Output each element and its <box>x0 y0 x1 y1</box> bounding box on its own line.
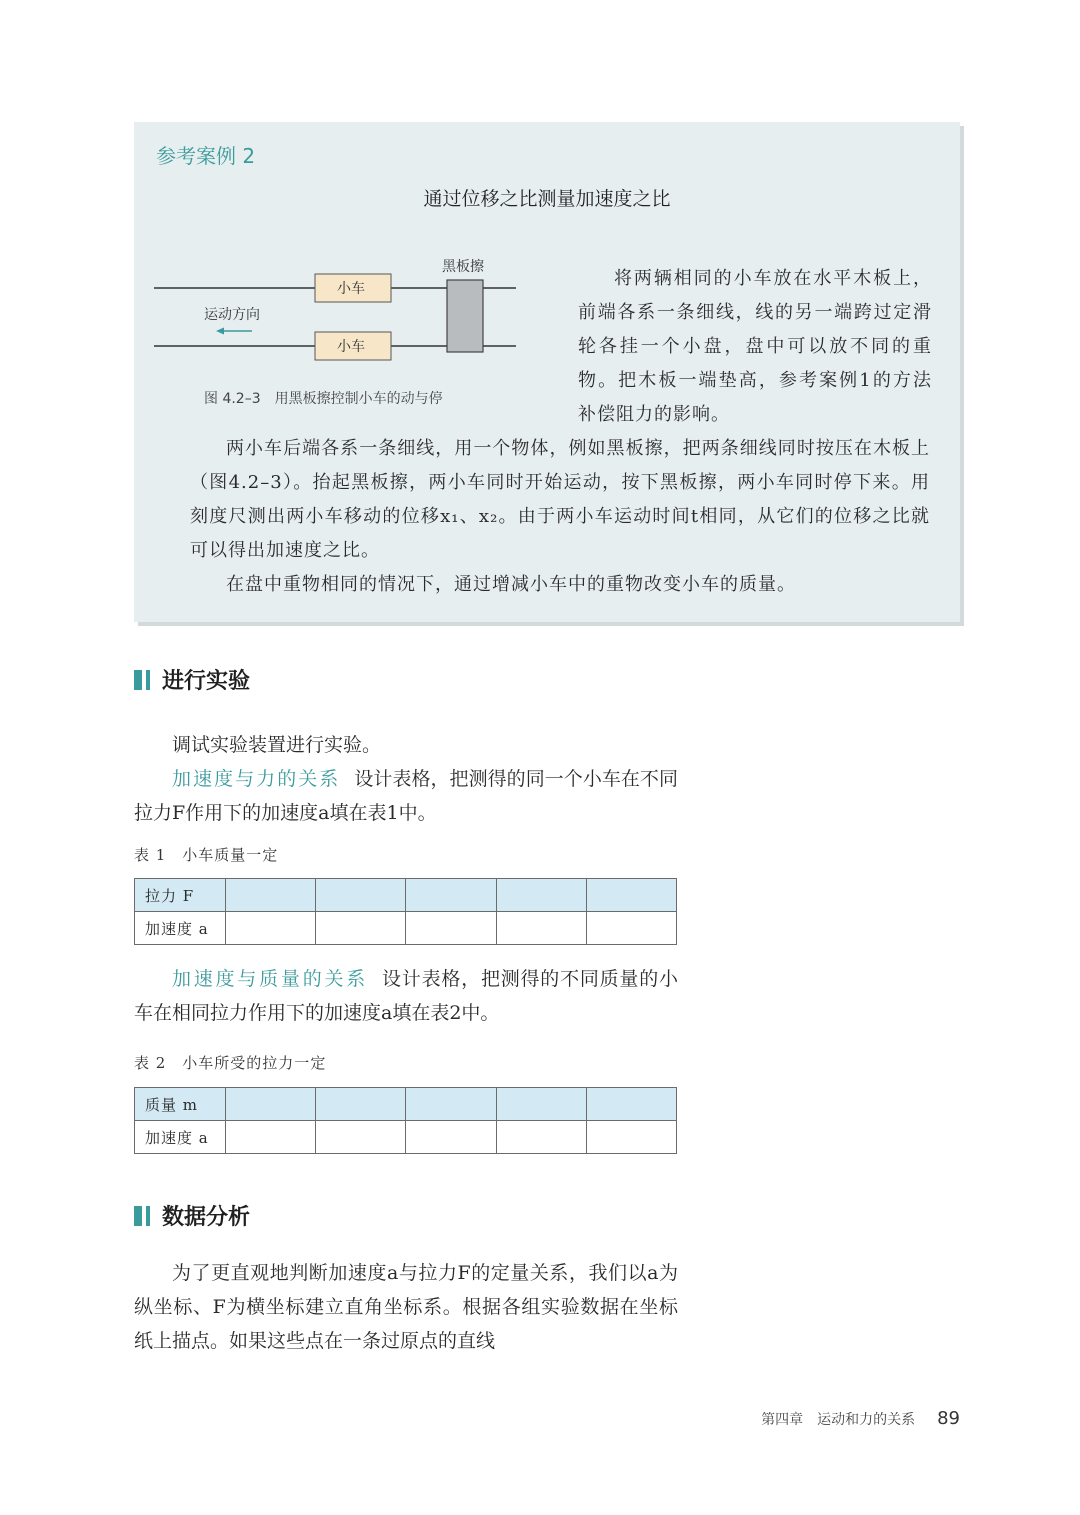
section-heading-experiment <box>134 664 250 695</box>
page-number: 89 <box>937 1408 960 1429</box>
section-marker-icon <box>146 1206 150 1226</box>
table-cell <box>586 912 676 945</box>
table2 <box>134 1087 677 1154</box>
case-title: 参考案例 2 <box>156 144 256 168</box>
table-row <box>135 912 677 945</box>
force-text: 设计表格，把测得的同一个小车在不同拉力F作用下的加速度a填在表1中。 <box>134 768 678 824</box>
table1-row2-label: 加速度 a <box>135 912 226 945</box>
bottom-car-label: 小车 <box>337 339 365 355</box>
force-paragraph <box>134 762 678 830</box>
table-cell <box>496 1088 586 1121</box>
section-heading-analysis <box>134 1200 250 1231</box>
table-cell <box>496 912 586 945</box>
table-cell <box>406 1121 496 1154</box>
table-cell <box>316 1088 406 1121</box>
table-cell <box>316 879 406 912</box>
table-cell <box>586 1121 676 1154</box>
table2-row2-label: 加速度 a <box>135 1121 226 1154</box>
analysis-paragraph: 为了更直观地判断加速度a与拉力F的定量关系，我们以a为纵坐标、F为横坐标建立直角坐标系。根据各组实验数据在坐标纸上描点。如果这些点在一条过原点的直线 <box>134 1262 678 1352</box>
table-row <box>135 1088 677 1121</box>
case-paragraph-1: 两小车后端各系一条细线，用一个物体，例如黑板擦，把两条细线同时按压在木板上（图4.2–3）。抬起黑板擦，两小车同时开始运动，按下黑板擦，两小车同时停下来。用刻度尺测出两小车移动的位移x₁、x₂。由于两小车运动时间t相同，从它们的位移之比就可以得出加速度之比。 <box>190 438 930 561</box>
eraser-block <box>447 280 483 352</box>
table-cell <box>226 879 316 912</box>
figure-4-2-3 <box>134 244 574 414</box>
table-cell <box>406 912 496 945</box>
reference-case-box <box>134 122 960 622</box>
table1 <box>134 878 677 945</box>
case-heading: 通过位移之比测量加速度之比 <box>423 188 671 210</box>
table-cell <box>226 1121 316 1154</box>
mass-paragraph <box>134 962 678 1030</box>
table2-row1-label: 质量 m <box>135 1088 226 1121</box>
arrow-head-icon <box>216 328 224 335</box>
case-paragraph-2: 在盘中重物相同的情况下，通过增减小车中的重物改变小车的质量。 <box>226 574 796 595</box>
case-side-text: 将两辆相同的小车放在水平木板上，前端各系一条细线，线的另一端跨过定滑轮各挂一个小盘，盘中可以放不同的重物。把木板一端垫高，参考案例1的方法补偿阻力的影响。 <box>578 268 932 425</box>
table-cell <box>316 1121 406 1154</box>
section-title: 数据分析 <box>162 1205 251 1230</box>
top-car-label: 小车 <box>337 281 365 297</box>
table-cell <box>406 879 496 912</box>
table-row <box>135 879 677 912</box>
mass-keyword: 加速度与质量的关系 <box>172 968 369 990</box>
table1-caption: 表 1 小车质量一定 <box>134 846 279 864</box>
eraser-label: 黑板擦 <box>442 259 484 275</box>
table1-row1-label: 拉力 F <box>135 879 226 912</box>
table-cell <box>586 879 676 912</box>
table-cell <box>316 912 406 945</box>
table-cell <box>586 1088 676 1121</box>
table2-caption: 表 2 小车所受的拉力一定 <box>134 1054 327 1072</box>
section-title: 进行实验 <box>162 669 251 694</box>
figure-caption: 图 4.2–3 用黑板擦控制小车的动与停 <box>204 391 443 407</box>
intro-paragraph: 调试实验装置进行实验。 <box>172 734 382 756</box>
table-cell <box>496 1121 586 1154</box>
page-footer <box>761 1408 960 1429</box>
force-keyword: 加速度与力的关系 <box>172 768 341 790</box>
table-cell <box>226 1088 316 1121</box>
table-cell <box>226 912 316 945</box>
mass-text: 设计表格，把测得的不同质量的小车在相同拉力作用下的加速度a填在表2中。 <box>134 968 678 1024</box>
section-marker-icon <box>146 670 150 690</box>
section-marker-icon <box>134 1206 142 1226</box>
section-marker-icon <box>134 670 142 690</box>
table-cell <box>496 879 586 912</box>
direction-label: 运动方向 <box>204 307 260 323</box>
chapter-label: 第四章 运动和力的关系 <box>761 1412 916 1428</box>
table-row <box>135 1121 677 1154</box>
table-cell <box>406 1088 496 1121</box>
